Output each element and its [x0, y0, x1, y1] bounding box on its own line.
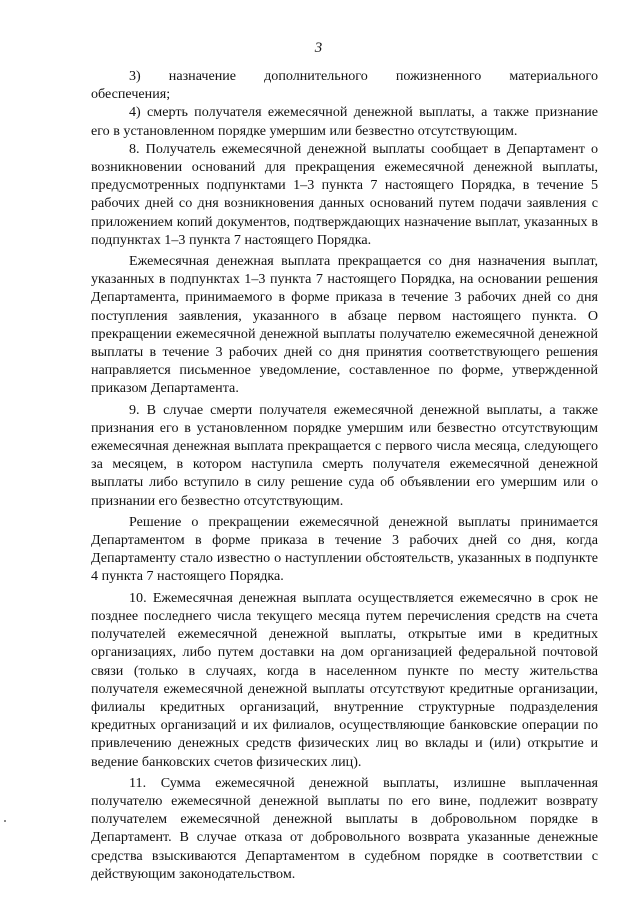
paragraph-subpoint-4: 4) смерть получателя ежемесячной денежной выплаты, а также признание его в установленном порядке умершим или безвестно отсутствующим. [91, 104, 598, 139]
paragraph-clause-10: 10. Ежемесячная денежная выплата осуществляется ежемесячно в срок не позднее последнего числа текущего месяца путем перечисления средств на счета получателей ежемесячной денежной выплаты, открытые ими в кредитных организациях, либо путем доставки на дом организацией федеральной почтовой связи (только в случаях, когда в населенном пункте по месту жительства получателя ежемесячной денежной выплаты отсутствуют кредитные организации, филиалы кредитных организаций, внутренние структурные подразделения кредитных организаций и их филиалов, осуществляющие банковские операции по привлечению денежных средств физических лиц во вклады и (или) открытие и ведение банковских счетов физических лиц). [91, 589, 598, 770]
paragraph-clause-9: 9. В случае смерти получателя ежемесячной денежной выплаты, а также признания его в установленном порядке умершим или безвестно отсутствующим ежемесячная денежная выплата прекращается с первого числа месяца, следующего за месяцем, в котором наступила смерть получателя ежемесячной денежной выплаты либо вступило в силу решение суда об объявлении его умершим или о признании его безвестно отсутствующим. [91, 401, 598, 509]
page-number: 3 [314, 40, 323, 56]
paragraph-clause-8: 8. Получатель ежемесячной денежной выплаты сообщает в Департамент о возникновении оснований для прекращения ежемесячной денежной выплаты, предусмотренных подпунктами 1–3 пункта 7 настоящего Порядка, в течение 5 рабочих дней со дня возникновения данных оснований путем подачи заявления с приложением копий документов, подтверждающих назначение выплат, указанных в подпунктах 1–3 пункта 7 настоящего Порядка. [91, 140, 598, 248]
paragraph-subpoint-3: 3) назначение дополнительного пожизненного материального обеспечения; [91, 68, 598, 103]
paragraph-clause-8-termination: Ежемесячная денежная выплата прекращается со дня назначения выплат, указанных в подпунктах 1–3 пункта 7 настоящего Порядка, на основании решения Департамента, принимаемого в форме приказа в течение 3 рабочих дней со дня поступления заявления, указанного в абзаце первом настоящего пункта. О прекращении ежемесячной денежной выплаты получателю ежемесячной денежной выплаты в течение 3 рабочих дней со дня принятия соответствующего решения направляется письменное уведомление, составленное по форме, утвержденной приказом Департамента. [91, 253, 598, 397]
paragraph-clause-11: 11. Сумма ежемесячной денежной выплаты, излишне выплаченная получателю ежемесячной денежной выплаты по его вине, подлежит возврату получателем ежемесячной денежной выплаты в добровольном порядке в Департамент. В случае отказа от добровольного возврата указанные денежные средства взыскиваются Департаментом в судебном порядке в соответствии с действующим законодательством. [91, 774, 598, 882]
scan-mark [4, 820, 6, 822]
paragraph-clause-9-decision: Решение о прекращении ежемесячной денежной выплаты принимается Департаментом в форме приказа в течение 3 рабочих дней со дня, когда Департаменту стало известно о наступлении обстоятельств, указанных в подпункте 4 пункта 7 настоящего Порядка. [91, 513, 598, 585]
document-body [91, 67, 598, 883]
